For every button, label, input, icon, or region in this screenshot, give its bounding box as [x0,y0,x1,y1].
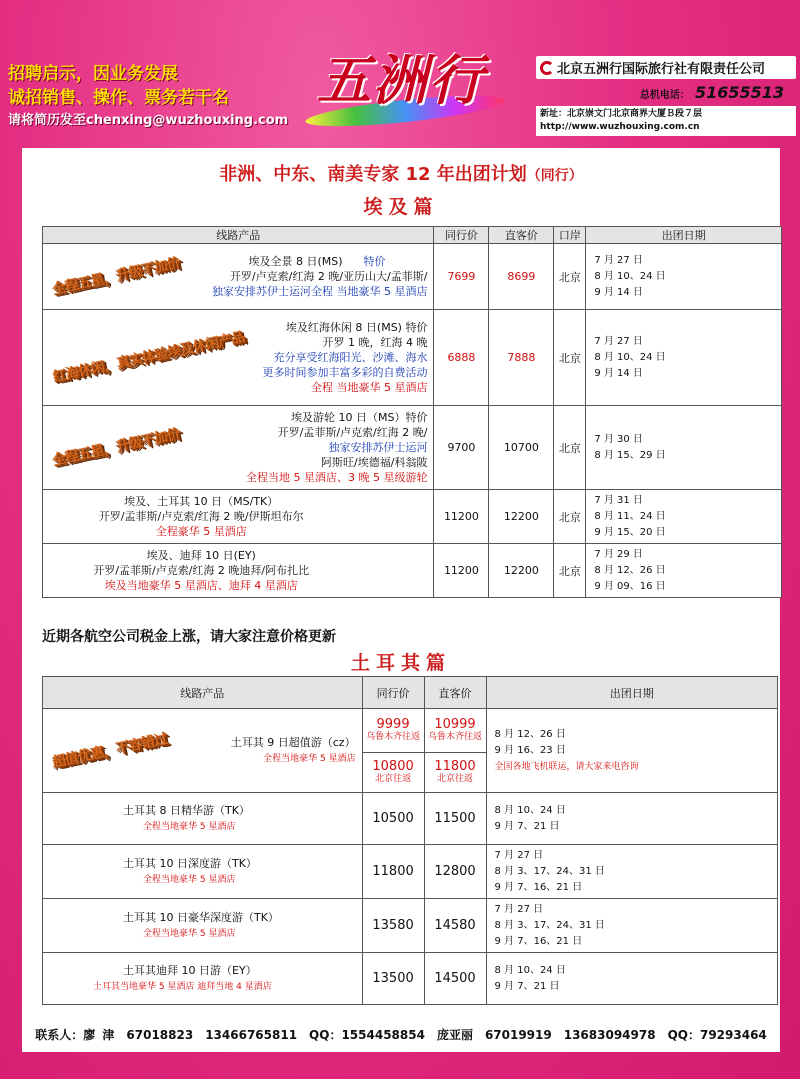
route-line: 开罗/卢克索/红海 2 晚/亚历山大/孟菲斯/ [229,270,428,283]
route-name: 土耳其迪拜 10 日游（EY） [123,963,257,977]
route-line: 全程豪华 5 星酒店 [155,525,247,538]
port: 北京 [554,544,586,598]
egypt-table-header [43,227,782,244]
direct-price-value: 10999 [434,716,476,732]
promo-badge: 全程五星，升级不加价 [50,254,182,298]
date-item: 8 月 12、26 日 [494,728,566,740]
special-price-tag: 特价 [363,255,386,268]
date-item: 9 月 14 日 [594,367,643,379]
dates-cell [586,310,782,406]
col-peer-price: 同行价 [362,677,424,709]
turkey-table-header [43,677,778,709]
route-cell [43,310,434,406]
date-item: 9 月 09、16 日 [594,580,666,592]
direct-price: 8699 [489,244,554,310]
table-row[interactable] [43,709,778,753]
date-item: 7 月 27 日 [594,254,643,266]
date-item: 7 月 29 日 [594,548,643,560]
col-peer-price: 同行价 [434,227,489,244]
direct-price-note: 乌鲁木齐往返 [428,731,483,742]
dates-cell [486,953,778,1005]
peer-price-value: 10800 [372,758,414,774]
direct-price: 11500 [424,793,486,845]
peer-price-b [362,753,424,793]
route-note: 全程当地豪华 5 星酒店 [143,874,236,885]
date-item: 8 月 15、29 日 [594,449,666,461]
dates-cell [486,845,778,899]
company-logo [295,18,525,138]
direct-price-note: 北京往返 [437,773,474,784]
hotline [536,83,796,102]
turkey-section-title: 土耳其篇 [350,652,451,674]
egypt-table [42,226,782,598]
promo-badge: 全程五星，升级不加价 [50,425,182,469]
page-title-sub: （同行） [526,168,583,184]
date-item: 7 月 27 日 [494,903,544,915]
dates-cell [586,544,782,598]
date-item: 9 月 7、16、21 日 [494,881,583,893]
route-line: 充分享受红海阳光、沙滩、海水 [273,351,428,364]
route-cell [43,709,363,793]
col-dates: 出团日期 [586,227,782,244]
website-link[interactable]: http://www.wuzhouxing.com.cn [540,122,700,132]
table-row[interactable] [43,244,782,310]
direct-price: 12800 [424,845,486,899]
route-line: 阿斯旺/埃德福/科翁陂 [321,456,428,469]
dates-cell [486,709,778,793]
port: 北京 [554,490,586,544]
route-name: 土耳其 9 日超值游（cz） [230,735,356,749]
date-item: 8 月 3、17、24、31 日 [494,865,605,877]
route-line: 埃及、迪拜 10 日(EY) [146,549,256,562]
col-route: 线路产品 [43,677,363,709]
route-line: 全程 当地豪华 5 星酒店 [310,381,428,394]
dates-cell [586,244,782,310]
col-route: 线路产品 [43,227,434,244]
route-line: 独家安排苏伊士运河 [328,441,428,454]
route-name: 埃及全景 8 日(MS) [248,255,343,268]
date-item: 9 月 14 日 [594,286,643,298]
route-name: 土耳其 8 日精华游（TK） [123,803,250,817]
company-name [536,56,796,79]
date-item: 9 月 7、16、21 日 [494,935,583,947]
peer-price: 7699 [434,244,489,310]
dates-note: 全国各地飞机联运，请大家来电咨询 [494,761,639,772]
col-port: 口岸 [554,227,586,244]
date-item: 8 月 10、24 日 [494,804,566,816]
peer-price-value: 9999 [376,716,410,732]
hotline-number: 51655513 [694,83,784,102]
date-item: 9 月 7、21 日 [494,980,560,992]
table-row[interactable] [43,953,778,1005]
hotline-label: 总机电话： [639,90,690,101]
route-cell [43,406,434,490]
date-item: 7 月 27 日 [494,849,544,861]
route-line [49,254,427,269]
egypt-section-title: 埃及篇 [363,196,439,218]
company-info [536,56,796,136]
route-cell [43,490,434,544]
direct-price: 10700 [489,406,554,490]
peer-price-a [362,709,424,753]
date-item: 8 月 12、26 日 [594,564,666,576]
date-item: 8 月 10、24 日 [594,270,666,282]
table-row[interactable] [43,406,782,490]
peer-price: 13500 [362,953,424,1005]
col-direct-price: 直客价 [424,677,486,709]
route-line: 开罗/孟菲斯/卢克索/红海 2 晚迪拜/阿布扎比 [93,564,310,577]
route-line: 开罗/孟菲斯/卢克索/红海 2 晚/伊斯坦布尔 [98,510,304,523]
date-item: 9 月 16、23 日 [494,744,566,756]
peer-price-note: 北京往返 [375,773,412,784]
port: 北京 [554,310,586,406]
route-note: 全程当地豪华 5 星酒店 [263,753,356,764]
date-item: 7 月 31 日 [594,494,643,506]
direct-price: 14580 [424,899,486,953]
recruitment-email[interactable]: 请将简历发至chenxing@wuzhouxing.com [8,113,289,128]
direct-price-a [424,709,486,753]
direct-price-b [424,753,486,793]
route-note: 全程当地豪华 5 星酒店 [143,928,236,939]
tax-notice: 近期各航空公司税金上涨，请大家注意价格更新 [42,629,336,645]
direct-price: 12200 [489,544,554,598]
route-line: 埃及红海休闲 8 日(MS) 特价 [285,321,428,334]
recruitment-line-2: 诚招销售、操作、票务若干名 [8,88,229,108]
route-line: 埃及当地豪华 5 星酒店、迪拜 4 星酒店 [104,579,298,592]
main-panel [22,148,780,1052]
peer-price: 6888 [434,310,489,406]
date-item: 8 月 11、24 日 [594,510,666,522]
route-cell [43,845,363,899]
recruitment-notice [8,62,308,132]
page-title-text: 非洲、中东、南美专家 12 年出团计划 [219,164,527,185]
date-item: 7 月 30 日 [594,433,643,445]
date-item: 9 月 15、20 日 [594,526,666,538]
direct-price: 7888 [489,310,554,406]
date-item: 8 月 10、24 日 [494,964,566,976]
promo-badge: 超值优惠，不容错过 [50,730,169,771]
address-text: 新址：北京崇文门北京商界大厦Ｂ段７层 [540,109,703,119]
route-cell [43,899,363,953]
route-cell [43,244,434,310]
port: 北京 [554,244,586,310]
peer-price: 10500 [362,793,424,845]
table-row[interactable] [43,490,782,544]
dates-cell [486,899,778,953]
route-name: 土耳其 10 日豪华深度游（TK） [123,910,279,924]
table-row[interactable] [43,544,782,598]
date-item: 8 月 10、24 日 [594,351,666,363]
route-line: 更多时间参加丰富多彩的自费活动 [262,366,428,379]
route-note: 土耳其当地豪华 5 星酒店 迪拜当地 4 星酒店 [93,981,272,992]
peer-price: 11800 [362,845,424,899]
page-title [22,160,780,186]
route-cell [43,793,363,845]
date-item: 7 月 27 日 [594,335,643,347]
route-line: 全程当地 5 星酒店、3 晚 5 星级游轮 [245,471,428,484]
dates-cell [586,406,782,490]
address-block [536,106,796,136]
logo-text: 五洲行 [317,48,485,112]
table-row[interactable] [43,310,782,406]
turkey-table [42,676,778,1005]
route-line: 开罗 1 晚，红海 4 晚 [322,336,428,349]
table-row[interactable] [43,793,778,845]
date-item: 9 月 7、21 日 [494,820,560,832]
col-direct-price: 直客价 [489,227,554,244]
company-logo-icon [540,61,554,75]
direct-price-value: 11800 [434,758,476,774]
peer-price: 9700 [434,406,489,490]
recruitment-line-1: 招聘启示，因业务发展 [8,64,178,84]
contact-info: 联系人：廖 津 67018823 13466765811 QQ：1554458854 庞亚丽 67019919 13683094978 QQ：79293464 [35,1028,767,1042]
dates-cell [486,793,778,845]
route-cell [43,953,363,1005]
peer-price: 11200 [434,544,489,598]
table-row[interactable] [43,899,778,953]
col-dates: 出团日期 [486,677,778,709]
dates-cell [586,490,782,544]
route-line: 独家安排苏伊士运河全程 当地豪华 5 星酒店 [211,285,428,298]
peer-price: 13580 [362,899,424,953]
promo-badge: 红海休闲，真实体验埃及休闲产品 [51,328,246,386]
route-note: 全程当地豪华 5 星酒店 [143,821,236,832]
route-name: 土耳其 10 日深度游（TK） [123,856,257,870]
direct-price: 12200 [489,490,554,544]
port: 北京 [554,406,586,490]
peer-price: 11200 [434,490,489,544]
route-line: 埃及游轮 10 日（MS）特价 [291,411,428,424]
peer-price-note: 乌鲁木齐往返 [366,731,421,742]
route-line: 埃及、土耳其 10 日（MS/TK） [124,495,279,508]
direct-price: 14500 [424,953,486,1005]
route-line: 开罗/孟菲斯/卢克索/红海 2 晚/ [277,426,428,439]
date-item: 8 月 3、17、24、31 日 [494,919,605,931]
company-name-text: 北京五洲行国际旅行社有限责任公司 [557,62,766,77]
route-cell [43,544,434,598]
table-row[interactable] [43,845,778,899]
